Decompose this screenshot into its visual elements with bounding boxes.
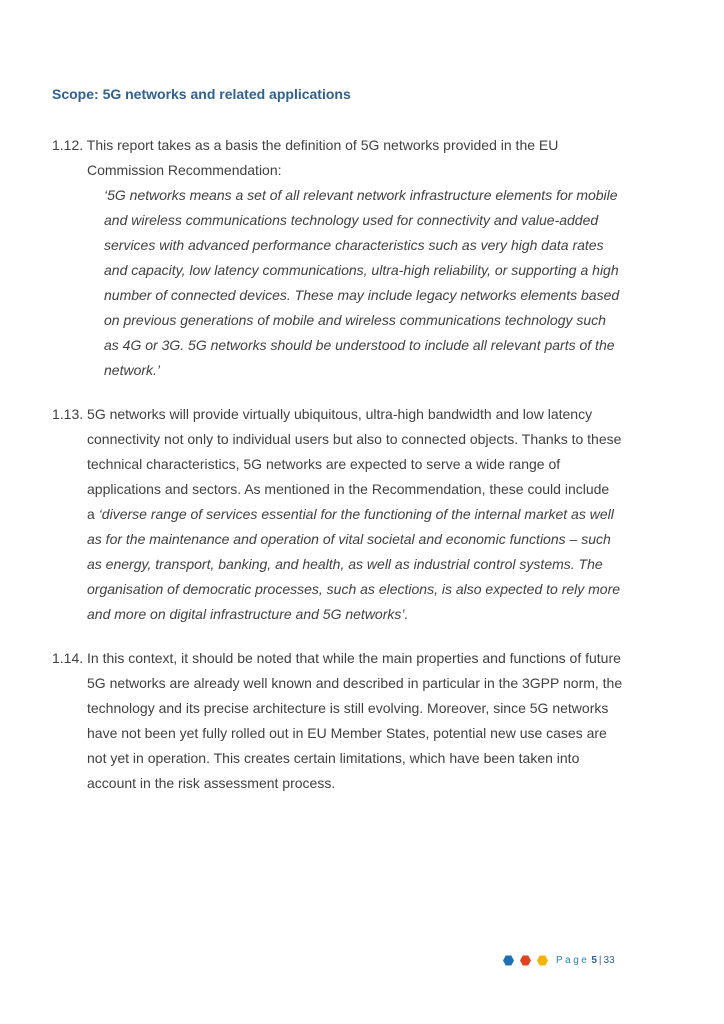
quote-line: number of connected devices. These may include legacy networks elements based <box>104 287 620 303</box>
paragraph-line: account in the risk assessment process. <box>87 775 336 791</box>
paragraph-line: not yet in operation. This creates certain limitations, which have been taken into <box>87 750 580 766</box>
quote-line: and capacity, low latency communications, ultra-high reliability, or supporting a high <box>104 262 619 278</box>
paragraph-line: Commission Recommendation: <box>87 162 282 178</box>
paragraph-line <box>52 502 637 527</box>
paragraph-line: connectivity not only to individual users but also to connected objects. Thanks to these <box>87 431 622 447</box>
quoted-line: organisation of democratic processes, such as elections, is also expected to rely more <box>87 581 621 597</box>
quoted-text: ‘diverse range of services essential for the functioning of the internal market as well <box>98 506 614 522</box>
quoted-line: as for the maintenance and operation of vital societal and economic functions – such <box>87 531 611 547</box>
quote-line: ‘5G networks means a set of all relevant network infrastructure elements for mobile <box>104 187 618 203</box>
quote-line: network.’ <box>104 362 161 378</box>
quote-line: on previous generations of mobile and wireless communications technology such <box>104 312 606 328</box>
line-prefix: a <box>87 506 99 522</box>
paragraph-1-12 <box>52 133 637 183</box>
red-hexagon-icon <box>520 955 531 966</box>
page-footer <box>503 955 615 966</box>
quoted-line: as energy, transport, banking, and health, as well as industrial control systems. The <box>87 556 603 572</box>
paragraph-line: 5G networks are already well known and described in particular in the 3GPP norm, the <box>87 675 623 691</box>
definition-quote <box>104 183 637 383</box>
page-separator: | <box>598 955 602 966</box>
paragraph-line: have not been yet fully rolled out in EU Member States, potential new use cases are <box>87 725 607 741</box>
paragraph-line: 1.14. In this context, it should be noted that while the main properties and functions of future <box>52 650 621 666</box>
paragraph-1-13 <box>52 402 637 627</box>
section-heading: Scope: 5G networks and related applications <box>52 86 351 102</box>
page-label: Page <box>556 955 590 966</box>
quote-line: and wireless communications technology used for connectivity and value-added <box>104 212 599 228</box>
yellow-hexagon-icon <box>537 955 548 966</box>
blue-hexagon-icon <box>503 955 514 966</box>
page-number: 5 <box>591 955 597 966</box>
page-total: 33 <box>603 955 615 966</box>
quoted-line: and more on digital infrastructure and 5G networks’. <box>87 606 409 622</box>
paragraph-line: applications and sectors. As mentioned in the Recommendation, these could include <box>87 481 610 497</box>
quote-line: as 4G or 3G. 5G networks should be understood to include all relevant parts of the <box>104 337 615 353</box>
paragraph-line: 1.13. 5G networks will provide virtually ubiquitous, ultra-high bandwidth and low latency <box>52 406 593 422</box>
quote-line: services with advanced performance characteristics such as very high data rates <box>104 237 604 253</box>
paragraph-line: 1.12. This report takes as a basis the definition of 5G networks provided in the EU <box>52 137 559 153</box>
paragraph-line: technology and its precise architecture is still evolving. Moreover, since 5G networks <box>87 700 609 716</box>
paragraph-1-14 <box>52 646 637 796</box>
paragraph-line: technical characteristics, 5G networks are expected to serve a wide range of <box>87 456 561 472</box>
